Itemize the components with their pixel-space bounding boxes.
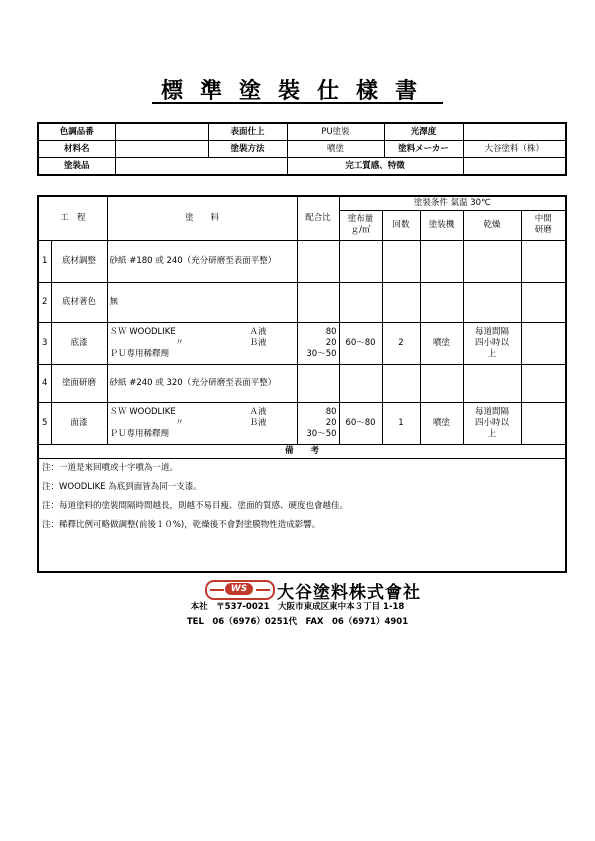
method-label: 塗裝方法 [208, 141, 287, 158]
row-coverage: 60～80 [339, 322, 382, 364]
color-label: 色調品番 [38, 123, 115, 141]
method-value: 噴塗 [287, 141, 384, 158]
col-ratio: 配合比 [297, 196, 339, 240]
row-dry: 每道間隔 四小時以 上 [463, 322, 521, 364]
spec-condition: 塗裝条件 氣温 30℃ [339, 196, 566, 210]
quality-label: 完工質感、特徵 [287, 158, 463, 176]
maker-value: 大谷塗料（株） [463, 141, 566, 158]
row-machine: 噴塗 [420, 322, 463, 364]
title-underline [152, 102, 443, 104]
table-row [38, 282, 566, 322]
row-no: 3 [38, 322, 51, 364]
row-ratio: 80 20 30～50 [297, 402, 339, 444]
row-process: 面漆 [51, 402, 107, 444]
col-paint: 塗 料 [107, 196, 297, 240]
row-process: 底材著色 [51, 282, 107, 322]
remarks-title: 備 考 [38, 444, 566, 458]
row-no: 1 [38, 240, 51, 282]
row-paint-materials: ＳＷ WOODLIKE Ａ液 〃 Ｂ液 ＰＵ専用稀釋劑 [107, 402, 297, 444]
row-dry: 每道間隔 四小時以 上 [463, 402, 521, 444]
col-machine: 塗装機 [420, 210, 463, 240]
gloss-label: 光澤度 [384, 123, 463, 141]
row-times: 1 [382, 402, 420, 444]
row-no: 5 [38, 402, 51, 444]
row-paint-materials: ＳＷ WOODLIKE Ａ液 〃 Ｂ液 ＰＵ専用稀釋劑 [107, 322, 297, 364]
material-value [115, 141, 208, 158]
col-dry: 乾燥 [463, 210, 521, 240]
note-item: 注：每道塗料的塗裝間隔時間越長，則越不易目瘦、塗面的質感、硬度也會越佳。 [42, 500, 349, 511]
color-value [115, 123, 208, 141]
company-name: 大谷塗料株式會社 [277, 583, 421, 603]
product-label: 塗裝品 [38, 158, 115, 176]
row-no: 4 [38, 364, 51, 402]
note-item: 注：一道是來回噴或十字噴為一道。 [42, 462, 179, 473]
ws-logo-icon: WS [205, 580, 275, 600]
row-no: 2 [38, 282, 51, 322]
col-sand: 中間 研磨 [521, 210, 566, 240]
table-row [38, 240, 566, 282]
row-process: 塗面研磨 [51, 364, 107, 402]
col-coverage: 塗布量 ｇ/㎡ [339, 210, 382, 240]
table-row [38, 322, 566, 364]
company-phone: TEL 06（6976）0251代 FAX 06（6971）4901 [186, 617, 409, 627]
row-paint: 砂紙 #240 或 320（充分研磨至表面平整） [107, 364, 297, 402]
row-times: 2 [382, 322, 420, 364]
row-machine: 噴塗 [420, 402, 463, 444]
material-label: 材料名 [38, 141, 115, 158]
finish-label: 表面仕上 [208, 123, 287, 141]
note-item: 注：WOODLIKE 為底到面皆為同一支漆。 [42, 481, 202, 492]
finish-value: PU塗裝 [287, 123, 384, 141]
table-row [38, 402, 566, 444]
remarks-notes [38, 458, 566, 572]
table-row [38, 364, 566, 402]
maker-label: 塗料メーカー [384, 141, 463, 158]
row-process: 底漆 [51, 322, 107, 364]
col-times: 回数 [382, 210, 420, 240]
col-process: 工 程 [38, 196, 107, 240]
gloss-value [463, 123, 566, 141]
page-title: 標準塗裝仕樣書 [160, 78, 434, 104]
product-value [115, 158, 287, 176]
row-paint: 砂紙 #180 或 240（充分研磨至表面平整） [107, 240, 297, 282]
company-logo [205, 578, 425, 603]
spec-table [37, 195, 567, 573]
row-paint: 無 [107, 282, 297, 322]
company-address: 本社 〒537-0021 大阪市東成区東中本３丁目 1-18 [190, 602, 405, 612]
row-ratio: 80 20 30～50 [297, 322, 339, 364]
row-coverage: 60～80 [339, 402, 382, 444]
header-info-table [37, 122, 567, 176]
row-process: 底材調整 [51, 240, 107, 282]
quality-value [463, 158, 566, 176]
note-item: 注：稀釋比例可略做調整(前後１０%)，乾燥後不會對塗膜物性造成影響。 [42, 519, 321, 530]
